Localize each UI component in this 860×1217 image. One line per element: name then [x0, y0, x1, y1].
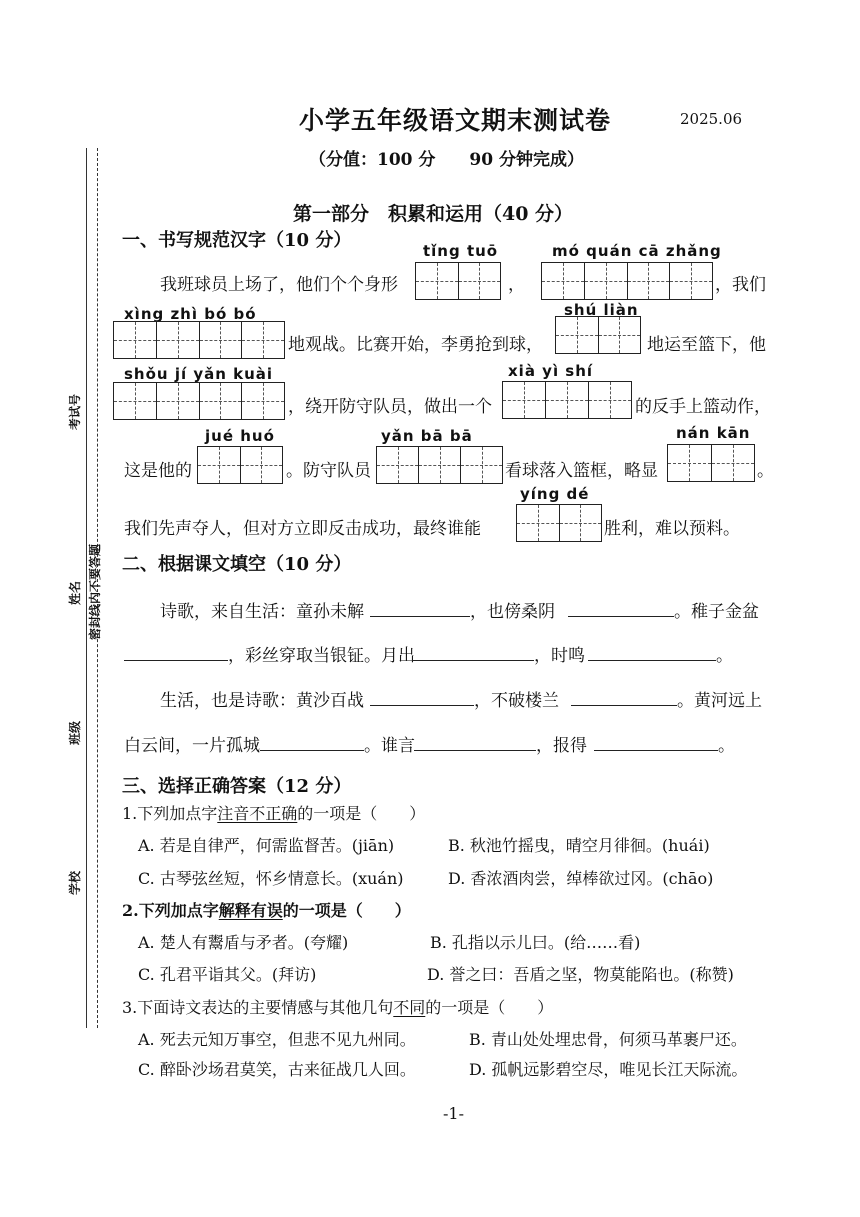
pinyin-juehuo: jué huó [205, 427, 275, 445]
s1-line2-a: 地观战。比赛开始，李勇抢到球， [288, 335, 543, 355]
pinyin-shulian: shú liàn [564, 301, 639, 319]
class-label: 班级 [68, 720, 82, 745]
section1-title: 一、书写规范汉字（10 分） [122, 230, 352, 251]
fill-blank-9[interactable] [414, 750, 536, 751]
fill-blank-6[interactable] [370, 705, 474, 706]
q1-emphasis: 注音不正确 [217, 804, 298, 823]
fill-blank-1[interactable] [370, 616, 470, 617]
char-box-xiayishi[interactable] [502, 381, 632, 419]
pinyin-nankan: nán kān [676, 424, 751, 442]
char-box-shulian[interactable] [555, 316, 641, 354]
q2-stem: 2.下列加点字解释有误的一项是（ ） [122, 901, 411, 920]
s2-line4-a: 白云间，一片孤城 [124, 736, 260, 756]
fill-blank-4[interactable] [412, 660, 534, 661]
school-label: 学校 [68, 870, 82, 895]
s1-line4-b: 。防守队员 [286, 461, 371, 481]
s2-line1-b: ，也傍桑阴 [470, 602, 555, 622]
name-label: 姓名 [68, 580, 82, 605]
q1-option-c[interactable]: C. 古琴弦丝短，怀乡情意长。(xuán) [138, 869, 404, 888]
q2-option-a[interactable]: A. 楚人有鬻盾与矛者。(夸耀) [138, 933, 349, 952]
q1-option-a[interactable]: A. 若是自律严，何需监督苦。(jiān) [138, 836, 395, 855]
fill-blank-2[interactable] [568, 616, 674, 617]
s1-line1-c: ，我们 [715, 275, 766, 295]
s2-line2-a: ，彩丝穿取当银钲。月出 [228, 646, 415, 666]
char-box-yanba[interactable] [376, 446, 503, 484]
s2-line3-a: 生活，也是诗歌：黄沙百战 [160, 691, 364, 711]
score-info: （分值：100 分 90 分钟完成） [309, 150, 584, 170]
pinyin-yingde: yíng dé [520, 485, 590, 503]
page-title: 小学五年级语文期末测试卷 [299, 106, 612, 135]
s1-line4-c: 看球落入篮框，略显 [505, 461, 658, 481]
pinyin-moquan: mó quán cā zhǎng [552, 242, 722, 260]
pinyin-tingtuo: tǐng tuō [423, 242, 499, 260]
s2-line3-c: 。黄河远上 [677, 691, 762, 711]
s2-line4-d: 。 [718, 736, 735, 756]
s1-line1-b: ， [508, 275, 525, 295]
pinyin-xingzhi: xìng zhì bó bó [124, 305, 257, 323]
part-title: 第一部分 积累和运用（40 分） [293, 203, 574, 225]
page-number: -1- [443, 1104, 464, 1123]
s1-line1-a: 我班球员上场了，他们个个身形 [160, 275, 398, 295]
exam-number-label: 考试号 [68, 393, 82, 430]
s1-line3-a: ，绕开防守队员，做出一个 [288, 397, 492, 417]
q3-option-b[interactable]: B. 青山处处埋忠骨，何须马革裹尸还。 [469, 1030, 747, 1049]
q1-option-b[interactable]: B. 秋池竹摇曳，晴空月徘徊。(huái) [448, 836, 710, 855]
pinyin-shouji: shǒu jí yǎn kuài [124, 365, 274, 383]
char-box-tingtuo[interactable] [415, 262, 501, 300]
s1-line2-b: 地运至篮下，他 [647, 335, 766, 355]
s1-line5-b: 胜利，难以预料。 [604, 519, 740, 539]
section3-title: 三、选择正确答案（12 分） [122, 776, 352, 797]
s2-line2-c: 。 [716, 646, 733, 666]
char-box-moquan[interactable] [541, 262, 713, 300]
q2-option-d[interactable]: D. 誉之曰：吾盾之坚，物莫能陷也。(称赞) [427, 965, 734, 984]
q2-option-b[interactable]: B. 孔指以示儿曰。(给……看) [430, 933, 641, 952]
pinyin-yanba: yǎn bā bā [381, 427, 473, 445]
s1-line5-a: 我们先声夺人，但对方立即反击成功，最终谁能 [124, 519, 481, 539]
seal-warning-label: 密封线内不要答题 [88, 543, 102, 640]
s1-line3-b: 的反手上篮动作， [635, 397, 771, 417]
char-box-nankan[interactable] [667, 444, 755, 482]
q2-option-c[interactable]: C. 孔君平诣其父。(拜访) [138, 965, 317, 984]
fill-blank-10[interactable] [594, 750, 718, 751]
char-box-yingde[interactable] [516, 504, 602, 542]
q2-emphasis: 解释有误 [218, 901, 283, 920]
s2-line1-c: 。稚子金盆 [674, 602, 759, 622]
s2-line1-a: 诗歌，来自生活：童孙未解 [160, 602, 364, 622]
exam-date: 2025.06 [680, 110, 743, 128]
char-box-xingzhi[interactable] [113, 321, 285, 359]
s1-line4-a: 这是他的 [124, 461, 192, 481]
section2-title: 二、根据课文填空（10 分） [122, 554, 352, 575]
fill-blank-3[interactable] [124, 660, 228, 661]
q3-emphasis: 不同 [393, 998, 426, 1017]
s1-line4-d: 。 [757, 461, 774, 481]
s2-line4-b: 。谁言 [364, 736, 415, 756]
q3-option-d[interactable]: D. 孤帆远影碧空尽，唯见长江天际流。 [469, 1060, 748, 1079]
pinyin-xiayishi: xià yì shí [508, 362, 594, 380]
q1-stem: 1.下列加点字注音不正确的一项是（ ） [122, 804, 426, 823]
q3-option-c[interactable]: C. 醉卧沙场君莫笑，古来征战几人回。 [138, 1060, 416, 1079]
fill-blank-8[interactable] [260, 750, 364, 751]
s2-line4-c: ，报得 [536, 736, 587, 756]
s2-line2-b: ，时鸣 [534, 646, 585, 666]
char-box-juehuo[interactable] [197, 446, 283, 484]
fill-blank-7[interactable] [571, 705, 677, 706]
q1-option-d[interactable]: D. 香浓酒肉尝，绰棒欲过冈。(chāo) [448, 869, 714, 888]
fill-blank-5[interactable] [588, 660, 716, 661]
q3-option-a[interactable]: A. 死去元知万事空，但悲不见九州同。 [138, 1030, 416, 1049]
char-box-shouji[interactable] [113, 382, 285, 420]
q3-stem: 3.下面诗文表达的主要情感与其他几句不同的一项是（ ） [122, 998, 554, 1017]
s2-line3-b: ，不破楼兰 [474, 691, 559, 711]
